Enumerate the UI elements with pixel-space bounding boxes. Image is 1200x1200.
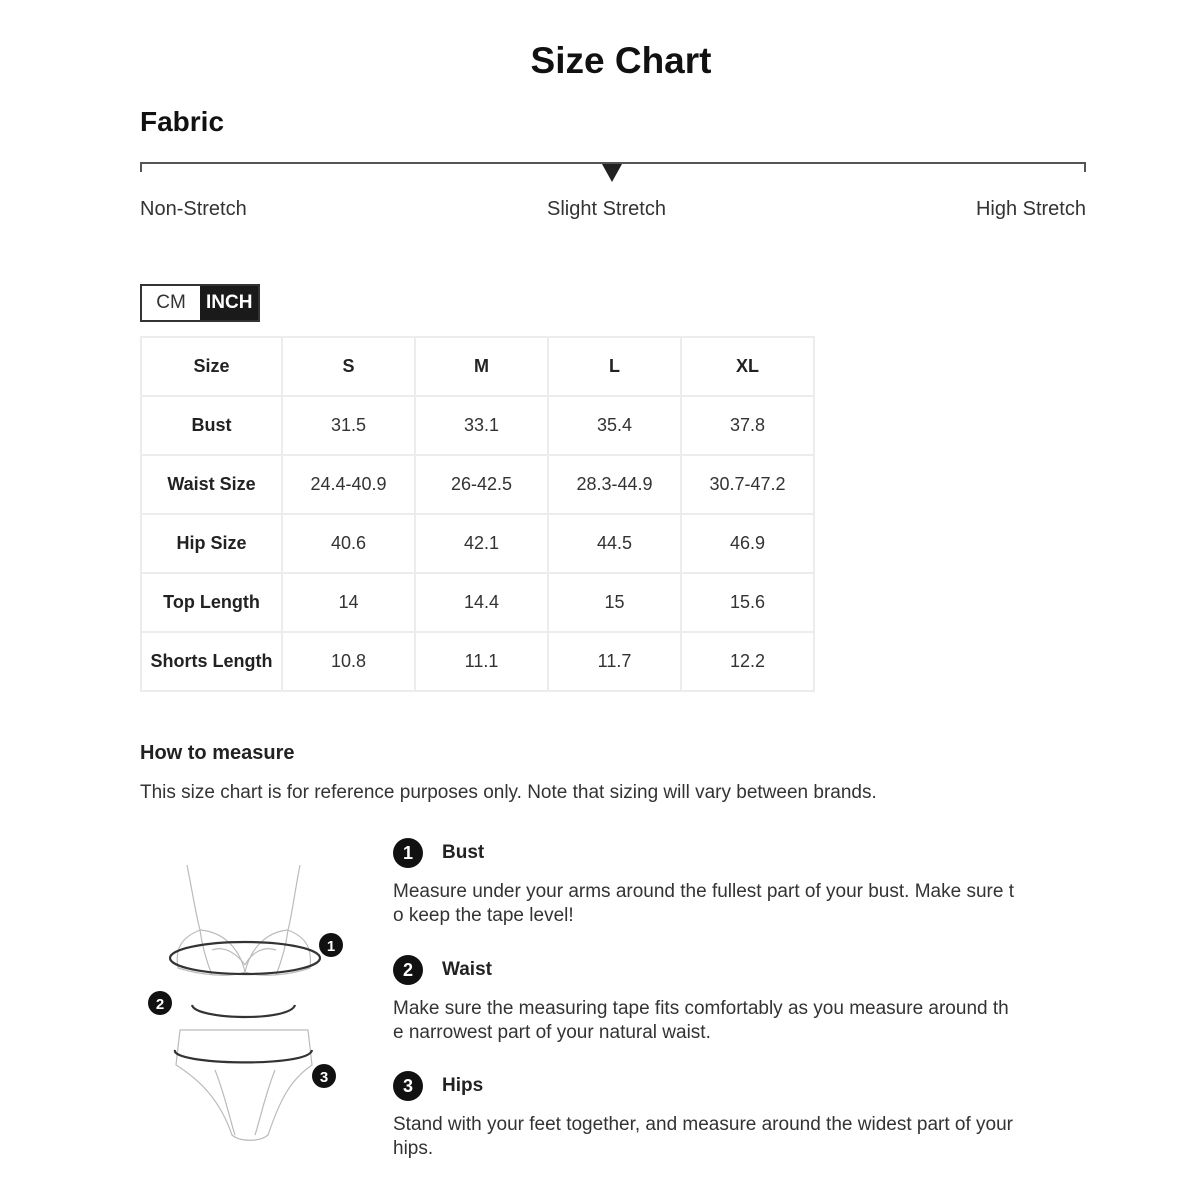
svg-text:2: 2 — [155, 996, 165, 1013]
row-label: Waist Size — [141, 455, 282, 514]
svg-text:1: 1 — [326, 938, 336, 955]
table-cell: 11.1 — [415, 632, 548, 691]
bikini-measurement-illustration — [140, 850, 360, 1150]
size-table — [140, 336, 815, 692]
step-title: Bust — [442, 842, 485, 863]
step-description: Make sure the measuring tape fits comfortably as you measure around the narrowest part of your natural waist. — [393, 998, 1009, 1043]
header-cell: S — [282, 337, 415, 396]
table-cell: 33.1 — [415, 396, 548, 455]
step-number-badge: 1 — [393, 838, 423, 868]
row-label: Top Length — [141, 573, 282, 632]
table-row — [141, 573, 814, 632]
table-cell: 14.4 — [415, 573, 548, 632]
scale-marker-triangle-icon — [602, 164, 622, 182]
table-cell: 30.7-47.2 — [681, 455, 814, 514]
table-cell: 31.5 — [282, 396, 415, 455]
reference-note: This size chart is for reference purposes only. Note that sizing will vary between brands. — [140, 782, 877, 803]
table-cell: 15 — [548, 573, 681, 632]
table-row — [141, 514, 814, 573]
table-cell: 12.2 — [681, 632, 814, 691]
table-cell: 10.8 — [282, 632, 415, 691]
fabric-heading: Fabric — [140, 106, 225, 137]
table-cell: 42.1 — [415, 514, 548, 573]
header-cell: M — [415, 337, 548, 396]
table-row — [141, 632, 814, 691]
header-cell: Size — [141, 337, 282, 396]
scale-tick-left — [140, 162, 142, 172]
step-number-badge: 3 — [393, 1071, 423, 1101]
table-cell: 37.8 — [681, 396, 814, 455]
page-title: Size Chart — [530, 40, 712, 81]
table-cell: 24.4-40.9 — [282, 455, 415, 514]
table-cell: 26-42.5 — [415, 455, 548, 514]
table-cell: 11.7 — [548, 632, 681, 691]
scale-label-high-stretch: High Stretch — [975, 198, 1086, 220]
unit-inch-button[interactable]: INCH — [200, 286, 258, 320]
table-header-row — [141, 337, 814, 396]
table-cell: 28.3-44.9 — [548, 455, 681, 514]
row-label: Bust — [141, 396, 282, 455]
svg-text:3: 3 — [319, 1069, 329, 1086]
header-cell: L — [548, 337, 681, 396]
measure-step-hips — [393, 1071, 1023, 1161]
measure-step-waist — [393, 955, 1023, 1045]
table-cell: 14 — [282, 573, 415, 632]
step-title: Hips — [442, 1075, 484, 1096]
step-description: Measure under your arms around the fullest part of your bust. Make sure to keep the tape level! — [393, 881, 1014, 926]
row-label: Hip Size — [141, 514, 282, 573]
how-to-measure-heading: How to measure — [140, 742, 295, 764]
table-cell: 46.9 — [681, 514, 814, 573]
table-cell: 15.6 — [681, 573, 814, 632]
table-row — [141, 455, 814, 514]
table-cell: 40.6 — [282, 514, 415, 573]
step-number-badge: 2 — [393, 955, 423, 985]
table-cell: 44.5 — [548, 514, 681, 573]
step-title: Waist — [442, 959, 492, 980]
scale-tick-right — [1084, 162, 1086, 172]
step-description: Stand with your feet together, and measure around the widest part of your hips. — [393, 1114, 1013, 1159]
measure-step-bust — [393, 838, 1023, 928]
scale-label-non-stretch: Non-Stretch — [140, 198, 247, 220]
unit-toggle — [140, 284, 260, 322]
table-cell: 35.4 — [548, 396, 681, 455]
scale-label-slight-stretch: Slight Stretch — [547, 198, 666, 220]
header-cell: XL — [681, 337, 814, 396]
table-row — [141, 396, 814, 455]
unit-cm-button[interactable]: CM — [142, 286, 200, 320]
swimsuit-diagram-icon — [140, 850, 360, 1150]
row-label: Shorts Length — [141, 632, 282, 691]
